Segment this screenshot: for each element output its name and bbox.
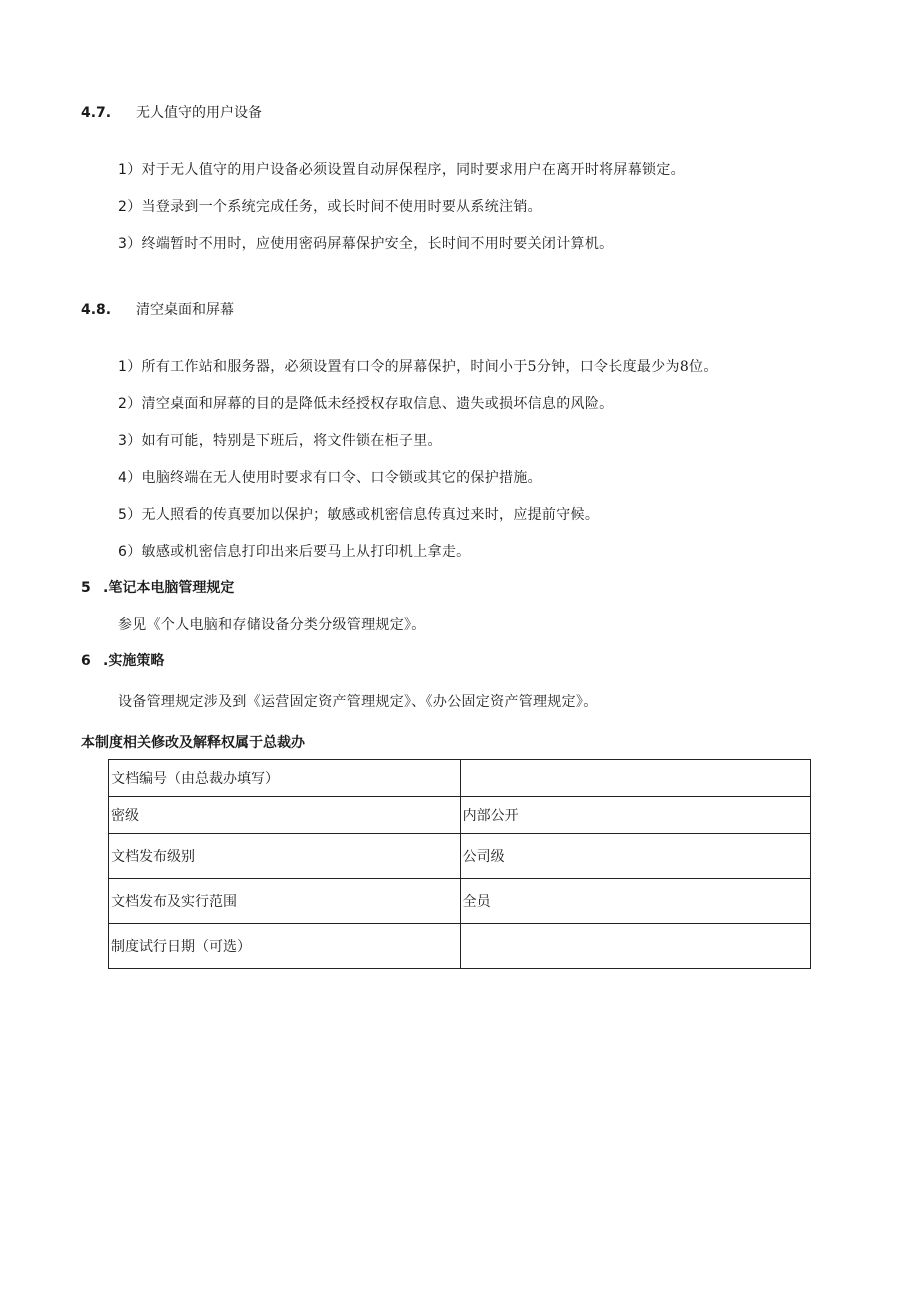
row-label: 文档编号（由总裁办填写） [109,760,461,797]
list-item [118,160,685,180]
section-4-8-heading [81,300,234,320]
table-row [109,924,811,969]
table-row [109,879,811,924]
list-item [118,431,442,451]
list-index: 2） [118,396,142,412]
list-item [118,197,542,217]
document-info-table [108,759,811,969]
list-index: 1） [118,162,142,178]
section-number: 6 [81,653,91,669]
section-number: 5 [81,580,91,596]
list-text: 所有工作站和服务器，必须设置有口令的屏幕保护，时间小于5分钟，口令长度最少为8位。 [141,359,718,375]
row-value: 公司级 [460,834,810,879]
row-label: 文档发布及实行范围 [109,879,461,924]
row-value [460,760,810,797]
table-row [109,834,811,879]
section-6-heading [81,651,164,671]
list-item [118,357,718,377]
list-item [118,234,613,254]
row-label: 密级 [109,797,461,834]
row-value [460,924,810,969]
list-index: 2） [118,199,142,215]
section-title: 清空桌面和屏幕 [136,302,234,318]
list-index: 5） [118,507,142,523]
list-text: 当登录到一个系统完成任务，或长时间不使用时要从系统注销。 [141,199,542,215]
list-index: 3） [118,236,142,252]
closing-statement: 本制度相关修改及解释权属于总裁办 [81,735,305,751]
table-row [109,760,811,797]
section-4-7-heading [81,103,262,123]
list-text: 电脑终端在无人使用时要求有口令、口令锁或其它的保护措施。 [141,470,542,486]
list-index: 6） [118,544,142,560]
list-index: 4） [118,470,142,486]
section-number: 4.7. [81,105,112,121]
list-item [118,468,542,488]
list-index: 3） [118,433,142,449]
row-value: 全员 [460,879,810,924]
list-text: 终端暂时不用时，应使用密码屏幕保护安全，长时间不用时要关闭计算机。 [141,236,614,252]
row-value: 内部公开 [460,797,810,834]
row-label: 文档发布级别 [109,834,461,879]
list-item [118,505,599,525]
section-title: .笔记本电脑管理规定 [103,580,235,596]
list-text: 如有可能，特别是下班后，将文件锁在柜子里。 [141,433,442,449]
list-text: 无人照看的传真要加以保护；敏感或机密信息传真过来时，应提前守候。 [141,507,600,523]
list-text: 敏感或机密信息打印出来后要马上从打印机上拿走。 [141,544,471,560]
section-title: 无人值守的用户设备 [136,105,262,121]
section-6-body: 设备管理规定涉及到《运营固定资产管理规定》、《办公固定资产管理规定》。 [118,694,598,710]
list-item [118,394,613,414]
section-number: 4.8. [81,302,112,318]
list-item [118,542,470,562]
table-row [109,797,811,834]
section-title: .实施策略 [103,653,165,669]
section-5-body: 参见《个人电脑和存储设备分类分级管理规定》。 [118,617,426,633]
list-text: 对于无人值守的用户设备必须设置自动屏保程序，同时要求用户在离开时将屏幕锁定。 [141,162,685,178]
section-5-heading [81,578,234,598]
row-label: 制度试行日期（可选） [109,924,461,969]
list-text: 清空桌面和屏幕的目的是降低未经授权存取信息、遗失或损坏信息的风险。 [141,396,614,412]
list-index: 1） [118,359,142,375]
